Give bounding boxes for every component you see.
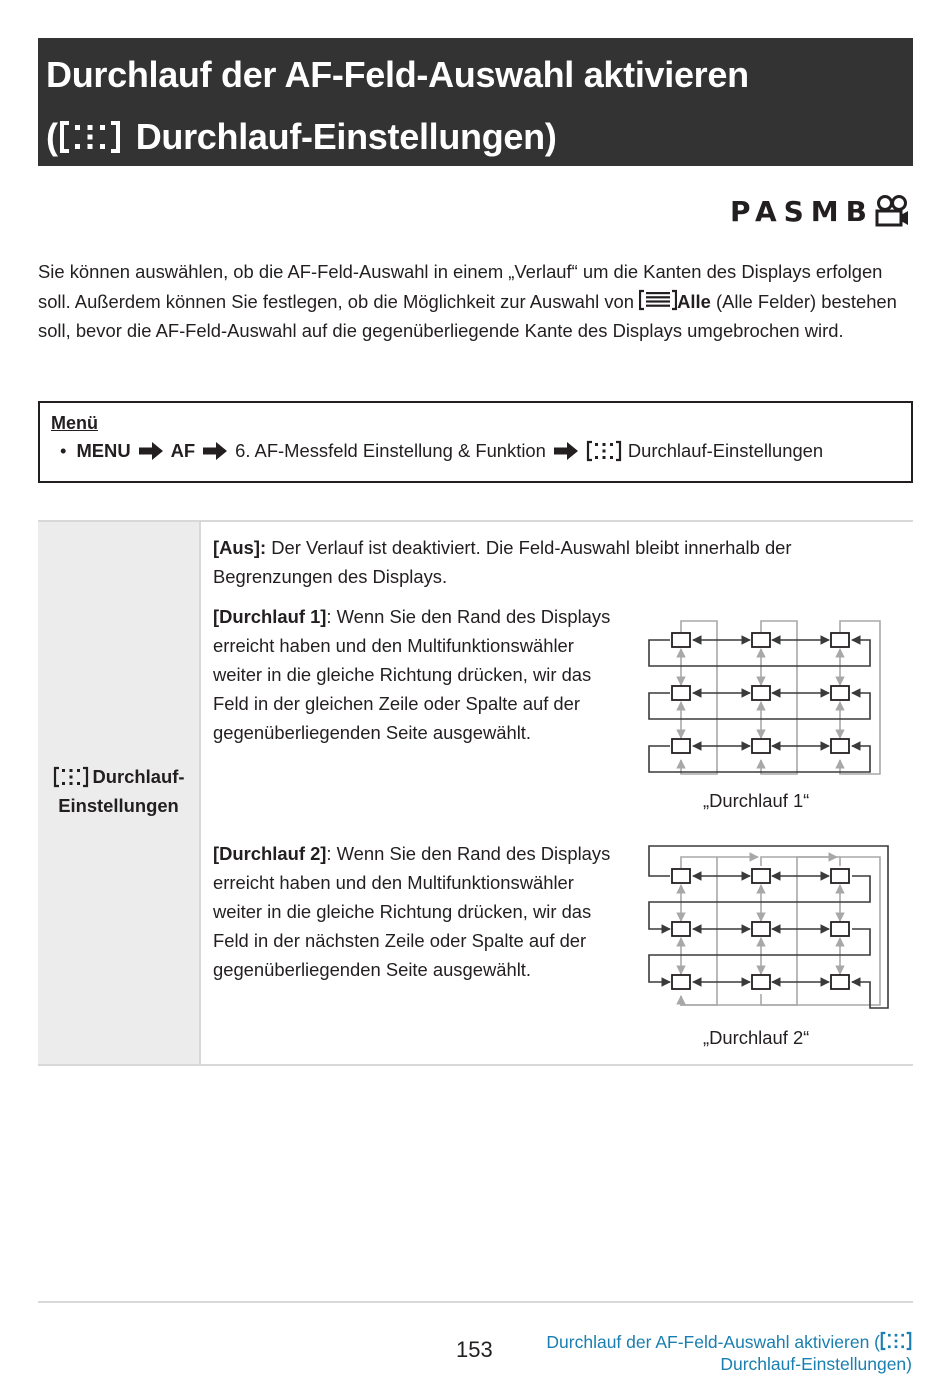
- option-d2-text: : Wenn Sie den Rand des Displays erreicht haben und den Multifunktionswähler weiter in die gleiche Richtung drücken, wir das Feld in der nächsten Zeile oder Spalte auf der gegenüberliegenden Seite ausgewählt.: [213, 843, 611, 980]
- footer-section-link[interactable]: [492, 1331, 912, 1375]
- settings-table: [38, 520, 913, 1066]
- right-arrow-icon: [203, 442, 227, 460]
- page-number: 153: [456, 1337, 493, 1362]
- menu-path: [51, 437, 911, 465]
- page-title-line-2: [46, 106, 913, 168]
- durchlauf-1-caption: „Durchlauf 1“: [703, 790, 810, 811]
- option-d1-label: [Durchlauf 1]: [213, 606, 327, 627]
- footer-link-line-2[interactable]: Durchlauf-Einstellungen): [720, 1354, 912, 1374]
- af-target-icon: [586, 440, 622, 462]
- all-targets-icon: [639, 289, 677, 311]
- title-text-rest: Durchlauf-Einstellungen): [135, 116, 557, 157]
- footer-link-line-1[interactable]: Durchlauf der AF-Feld-Auswahl aktivieren (: [546, 1332, 880, 1352]
- option-aus: [213, 533, 853, 591]
- row-header-line-2: Einstellungen: [58, 795, 179, 816]
- page-title-bar: [38, 38, 913, 166]
- af-target-icon: [58, 117, 122, 157]
- right-arrow-icon: [554, 442, 578, 460]
- durchlauf-2-diagram: [644, 844, 894, 1016]
- menu-heading: Menü: [51, 413, 98, 433]
- option-d1-text: : Wenn Sie den Rand des Displays erreicht haben und den Multifunktionswähler weiter in die gleiche Richtung drücken, wir das Feld in der gleichen Zeile oder Spalte auf der gegenüberliegenden Seite ausgewählt.: [213, 606, 611, 743]
- table-row-header: [38, 522, 201, 1064]
- menu-step-af-function: 6. AF-Messfeld Einstellung & Funktion: [235, 440, 546, 461]
- movie-camera-icon: [874, 194, 910, 228]
- menu-step-menu: MENU: [76, 440, 131, 461]
- option-durchlauf-2: [213, 839, 613, 984]
- title-paren: (: [46, 116, 58, 157]
- modes-letters: PASMB: [730, 194, 874, 228]
- durchlauf-1-diagram: [644, 618, 894, 782]
- row-header-line-1: Durchlauf-: [92, 766, 185, 787]
- option-aus-text: Der Verlauf ist deaktiviert. Die Feld-Auswahl bleibt innerhalb der Begrenzungen des Displays.: [213, 537, 792, 587]
- intro-text-1: Sie können auswählen, ob die AF-Feld-Auswahl in einem „Verlauf“ um die Kanten des Displays erfolgen soll. Außerdem können Sie festlegen, ob die Möglichkeit zur Auswahl von: [38, 261, 883, 312]
- intro-text-2: (Alle Felder) bestehen soll, bevor die AF-Feld-Auswahl auf die gegenüberliegende Kante des Displays umgebrochen wird.: [38, 290, 897, 341]
- durchlauf-2-caption: „Durchlauf 2“: [703, 1027, 810, 1048]
- menu-box: [38, 401, 913, 483]
- shooting-modes: [730, 194, 910, 228]
- menu-bullet: •: [60, 440, 67, 461]
- intro-alle: Alle: [677, 290, 711, 312]
- af-target-icon: [880, 1331, 912, 1351]
- right-arrow-icon: [139, 442, 163, 460]
- af-target-icon: [53, 766, 89, 788]
- menu-step-durchlauf: Durchlauf-Einstellungen: [627, 440, 824, 461]
- option-durchlauf-1: [213, 602, 613, 747]
- footer-divider: [38, 1301, 913, 1303]
- intro-paragraph: [38, 257, 916, 346]
- option-d2-label: [Durchlauf 2]: [213, 843, 327, 864]
- page-title-line-1: Durchlauf der AF-Feld-Auswahl aktivieren: [46, 54, 749, 95]
- option-aus-label: [Aus]:: [213, 537, 267, 558]
- menu-step-af: AF: [170, 440, 196, 461]
